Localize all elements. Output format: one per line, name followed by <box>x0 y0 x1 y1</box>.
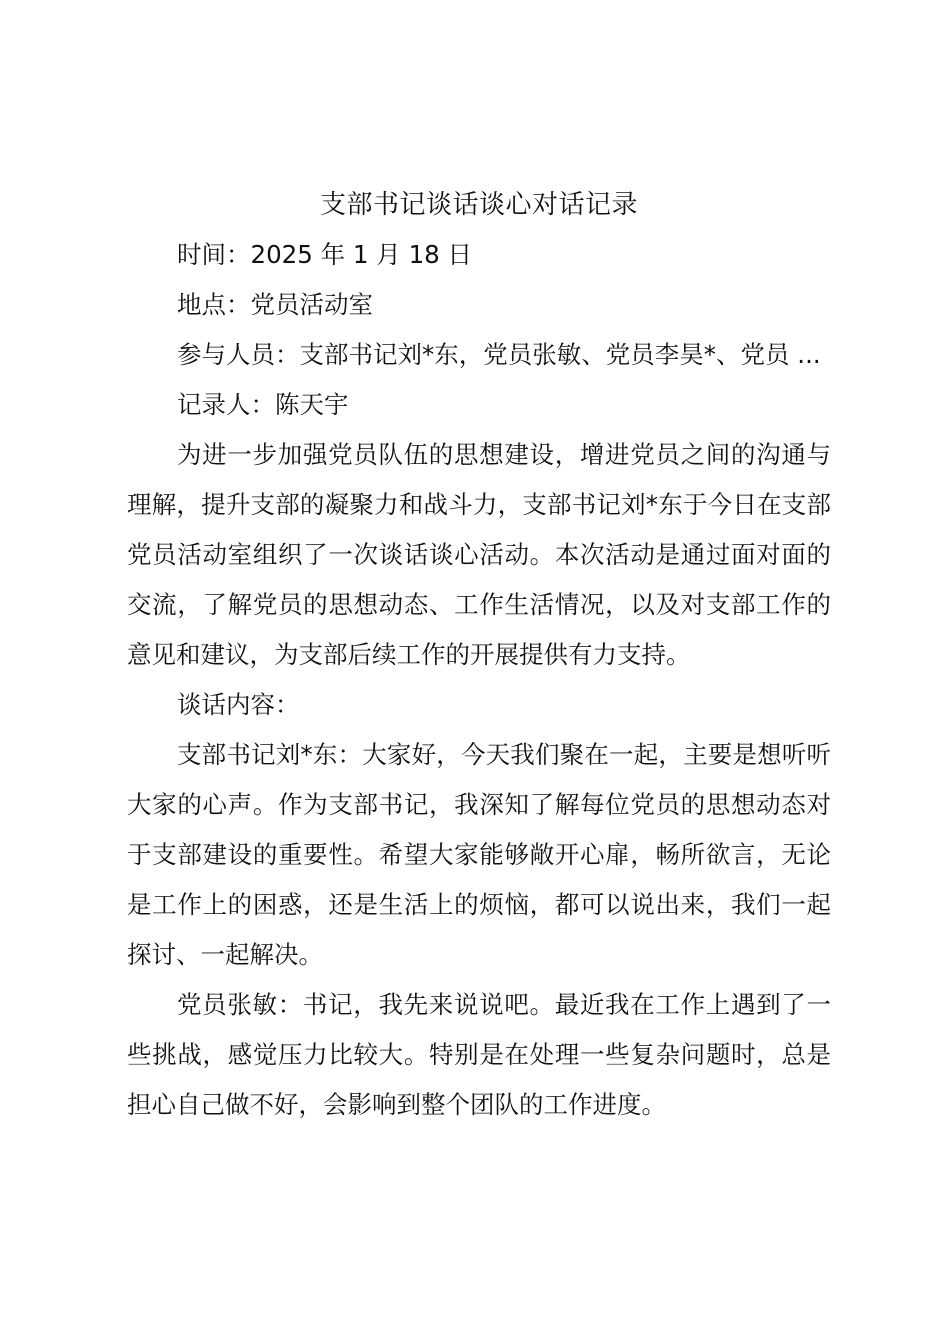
document-title: 支部书记谈话谈心对话记录 <box>319 190 638 220</box>
document-body <box>127 180 831 1130</box>
meta-time: 时间：2025 年 1 月 18 日 <box>177 240 473 269</box>
dialogue-paragraph-zhangmin: 党员张敏：书记，我先来说说吧。最近我在工作上遇到了一些挑战，感觉压力比较大。特别是在处理一些复杂问题时，总是担心自己做不好，会影响到整个团队的工作进度。 <box>127 990 831 1119</box>
meta-participants: 参与人员：支部书记刘*东，党员张敏、党员李昊*、党员 ... <box>177 340 821 369</box>
meta-recorder: 记录人：陈天宇 <box>177 390 349 419</box>
meta-place: 地点：党员活动室 <box>177 290 373 319</box>
section-heading: 谈话内容： <box>177 690 300 719</box>
dialogue-paragraph-secretary: 支部书记刘*东：大家好，今天我们聚在一起，主要是想听听大家的心声。作为支部书记，我深知了解每位党员的思想动态对于支部建设的重要性。希望大家能够敞开心扉，畅所欲言，无论是工作上的困惑，还是生活上的烦恼，都可以说出来，我们一起探讨、一起解决。 <box>127 740 831 969</box>
intro-paragraph: 为进一步加强党员队伍的思想建设，增进党员之间的沟通与理解，提升支部的凝聚力和战斗力，支部书记刘*东于今日在支部党员活动室组织了一次谈话谈心活动。本次活动是通过面对面的交流，了解党员的思想动态、工作生活情况，以及对支部工作的意见和建议，为支部后续工作的开展提供有力支持。 <box>127 440 831 669</box>
